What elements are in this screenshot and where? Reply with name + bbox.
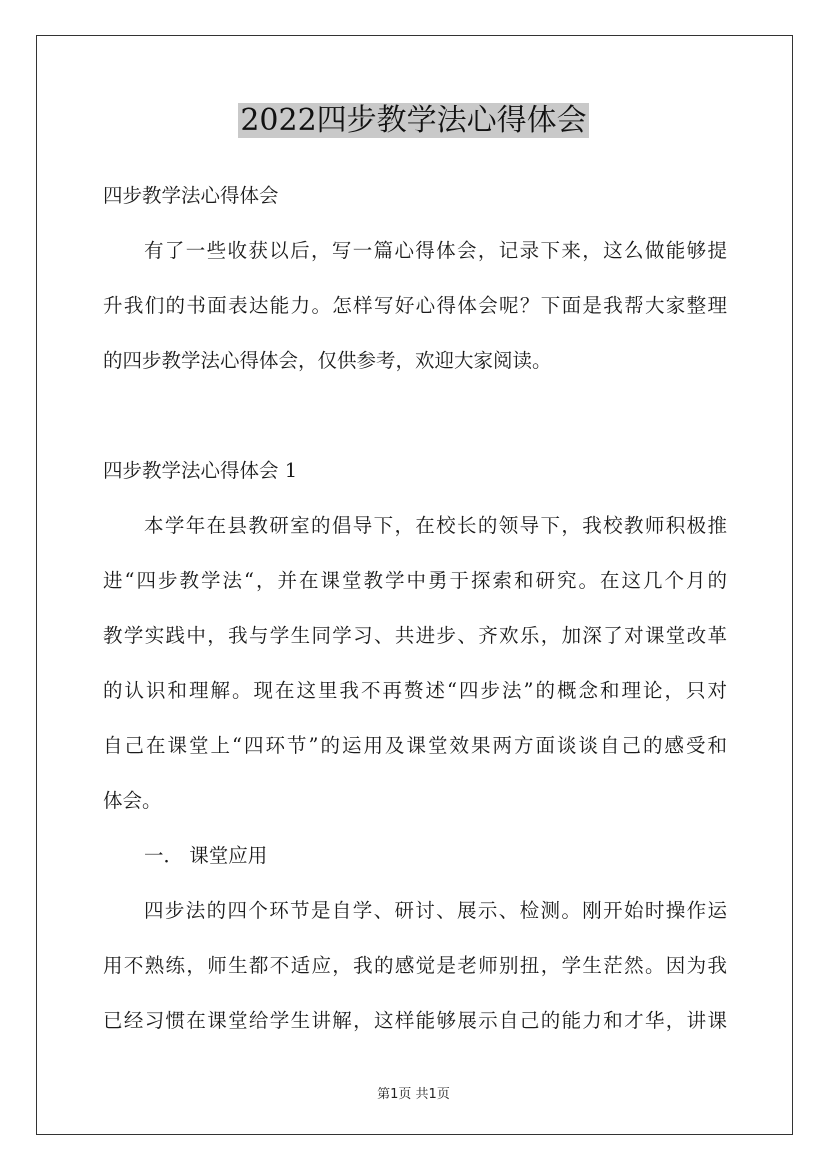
paragraph-line: 四步法的四个环节是自学、研讨、展示、检测。刚开始时操作运 bbox=[144, 899, 727, 922]
intro-line: 的四步教学法心得体会，仅供参考，欢迎大家阅读。 bbox=[103, 349, 552, 372]
paragraph-line: 体会。 bbox=[103, 789, 162, 812]
paragraph-line: 的认识和理解。现在这里我不再赘述“四步法”的概念和理论，只对 bbox=[103, 679, 727, 702]
section-heading: 四步教学法心得体会 1 bbox=[103, 459, 298, 482]
paragraph-line: 自己在课堂上“四环节”的运用及课堂效果两方面谈谈自己的感受和 bbox=[103, 734, 727, 757]
paragraph-line: 本学年在县教研室的倡导下，在校长的领导下，我校教师积极推 bbox=[144, 514, 727, 537]
paragraph-line: 教学实践中，我与学生同学习、共进步、齐欢乐，加深了对课堂改革 bbox=[103, 624, 727, 647]
document-title-wrapper bbox=[0, 101, 827, 141]
document-subtitle: 四步教学法心得体会 bbox=[103, 184, 279, 207]
page-footer: 第1页 共1页 bbox=[377, 1087, 450, 1102]
subsection-heading: 一． 课堂应用 bbox=[144, 844, 268, 867]
paragraph-line: 进“四步教学法“，并在课堂教学中勇于探索和研究。在这几个月的 bbox=[103, 569, 727, 592]
intro-line: 有了一些收获以后，写一篇心得体会，记录下来，这么做能够提 bbox=[144, 239, 727, 262]
document-body bbox=[103, 168, 727, 1048]
document-title: 2022四步教学法心得体会 bbox=[240, 103, 587, 138]
intro-line: 升我们的书面表达能力。怎样写好心得体会呢？下面是我帮大家整理 bbox=[103, 294, 727, 317]
blank-line bbox=[103, 388, 727, 443]
paragraph-line: 已经习惯在课堂给学生讲解，这样能够展示自己的能力和才华，讲课 bbox=[103, 1009, 727, 1032]
paragraph-line: 用不熟练，师生都不适应，我的感觉是老师别扭，学生茫然。因为我 bbox=[103, 954, 727, 977]
